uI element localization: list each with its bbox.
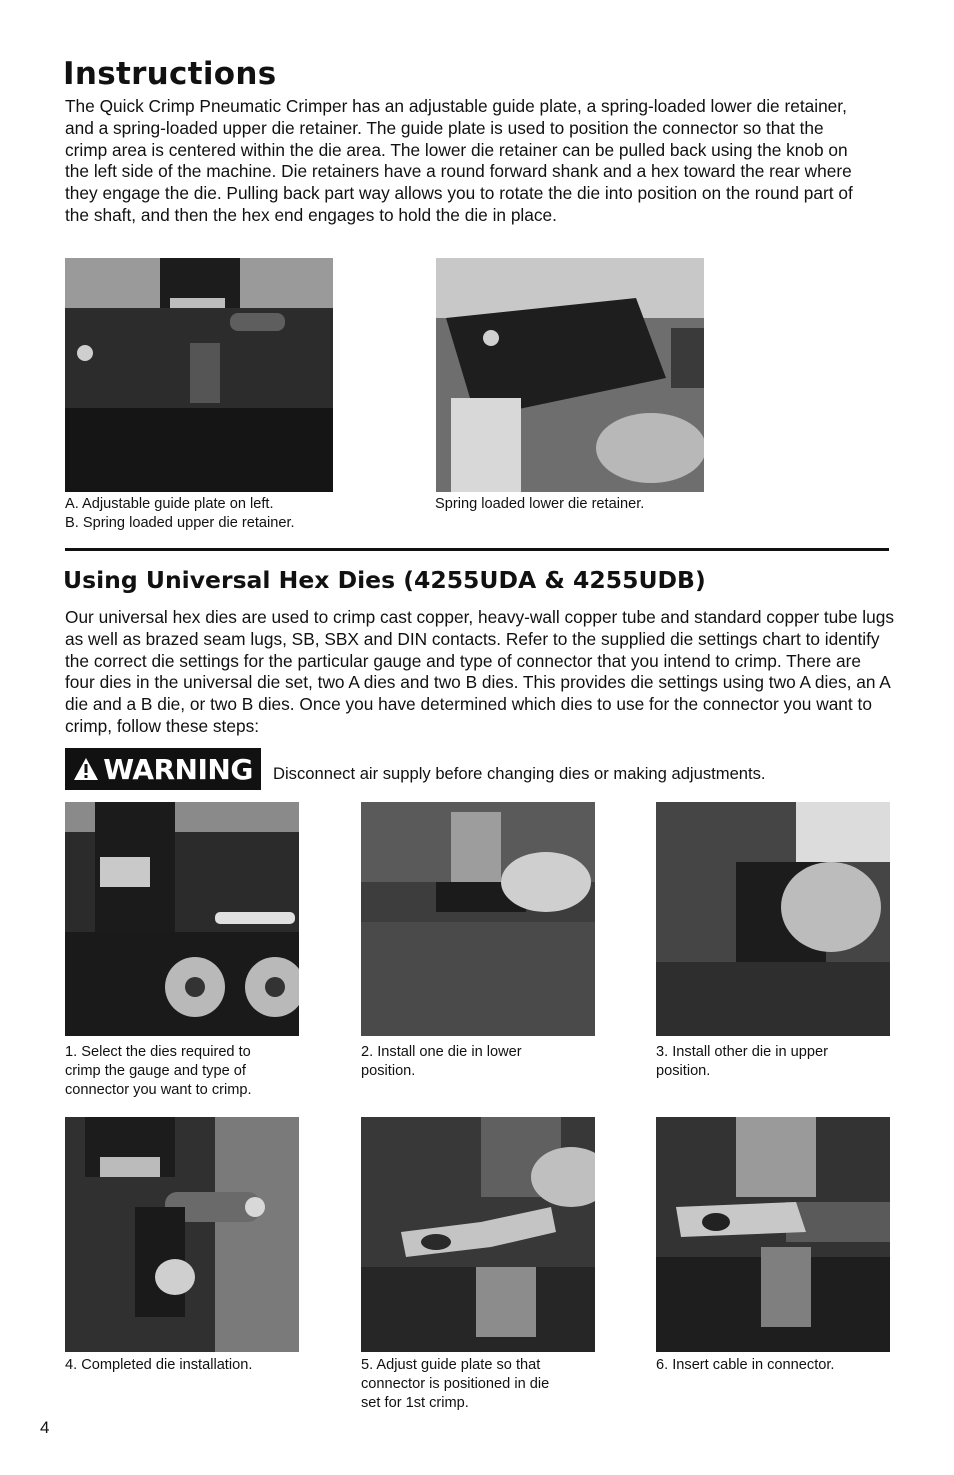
caption-step-2-line-1: 2. Install one die in lower — [361, 1044, 522, 1060]
photo-step-6 — [656, 1117, 890, 1352]
warning-triangle-icon — [73, 757, 99, 781]
photo-step-2 — [361, 802, 595, 1036]
caption-step-1-line-1: 1. Select the dies required to — [65, 1044, 251, 1060]
caption-lower-die-retainer: Spring loaded lower die retainer. — [435, 496, 645, 512]
warning-text: Disconnect air supply before changing dies or making adjustments. — [273, 764, 766, 783]
caption-step-5-line-3: set for 1st crimp. — [361, 1395, 469, 1411]
caption-step-6-line-1: 6. Insert cable in connector. — [656, 1357, 835, 1373]
section-body: Our universal hex dies are used to crimp cast copper, heavy-wall copper tube and standard copper tube lugs as well as brazed seam lugs, SB, SBX and DIN contacts. Refer to the supplied die settings chart to identify the correct die settings for the particular gauge and type of connector that you intend to crimp. There are four dies in the universal die set, two A dies and two B dies. This provides die settings using two A dies, an A die and a B die, or two B dies. Once you have determined which dies to use for the connector you want to crimp, follow these steps: — [65, 607, 895, 736]
section-title: Using Universal Hex Dies (4255UDA & 4255UDB) — [63, 566, 706, 594]
photo-step-4 — [65, 1117, 299, 1352]
caption-step-1-line-2: crimp the gauge and type of — [65, 1063, 246, 1079]
caption-guide-plate-line-1: A. Adjustable guide plate on left. — [65, 496, 274, 512]
page-title: Instructions — [63, 56, 277, 92]
photo-lower-die-retainer — [436, 258, 704, 492]
photo-step-1 — [65, 802, 299, 1036]
warning-badge — [65, 748, 261, 790]
photo-step-5 — [361, 1117, 595, 1352]
caption-step-1-line-3: connector you want to crimp. — [65, 1082, 252, 1098]
caption-step-3-line-2: position. — [656, 1063, 711, 1079]
caption-step-3-line-1: 3. Install other die in upper — [656, 1044, 828, 1060]
caption-step-5-line-2: connector is positioned in die — [361, 1376, 550, 1392]
caption-step-2-line-2: position. — [361, 1063, 416, 1079]
caption-step-4-line-1: 4. Completed die installation. — [65, 1357, 253, 1373]
warning-label: WARNING — [103, 752, 253, 786]
section-divider — [65, 548, 889, 551]
caption-step-5-line-1: 5. Adjust guide plate so that — [361, 1357, 541, 1373]
photo-step-3 — [656, 802, 890, 1036]
caption-guide-plate-line-2: B. Spring loaded upper die retainer. — [65, 515, 295, 531]
page-number: 4 — [40, 1418, 50, 1437]
photo-guide-plate — [65, 258, 333, 492]
intro-paragraph: The Quick Crimp Pneumatic Crimper has an adjustable guide plate, a spring-loaded lower die retainer, and a spring-loaded upper die retainer. The guide plate is used to position the connector so that the crimp area is centered within the die area. The lower die retainer can be pulled back using the knob on the left side of the machine. Die retainers have a round forward shank and a hex toward the rear where they engage the die. Pulling back part way allows you to rotate the die into position on the round part of the shaft, and then the hex end engages to hold the die in place. — [65, 96, 853, 225]
